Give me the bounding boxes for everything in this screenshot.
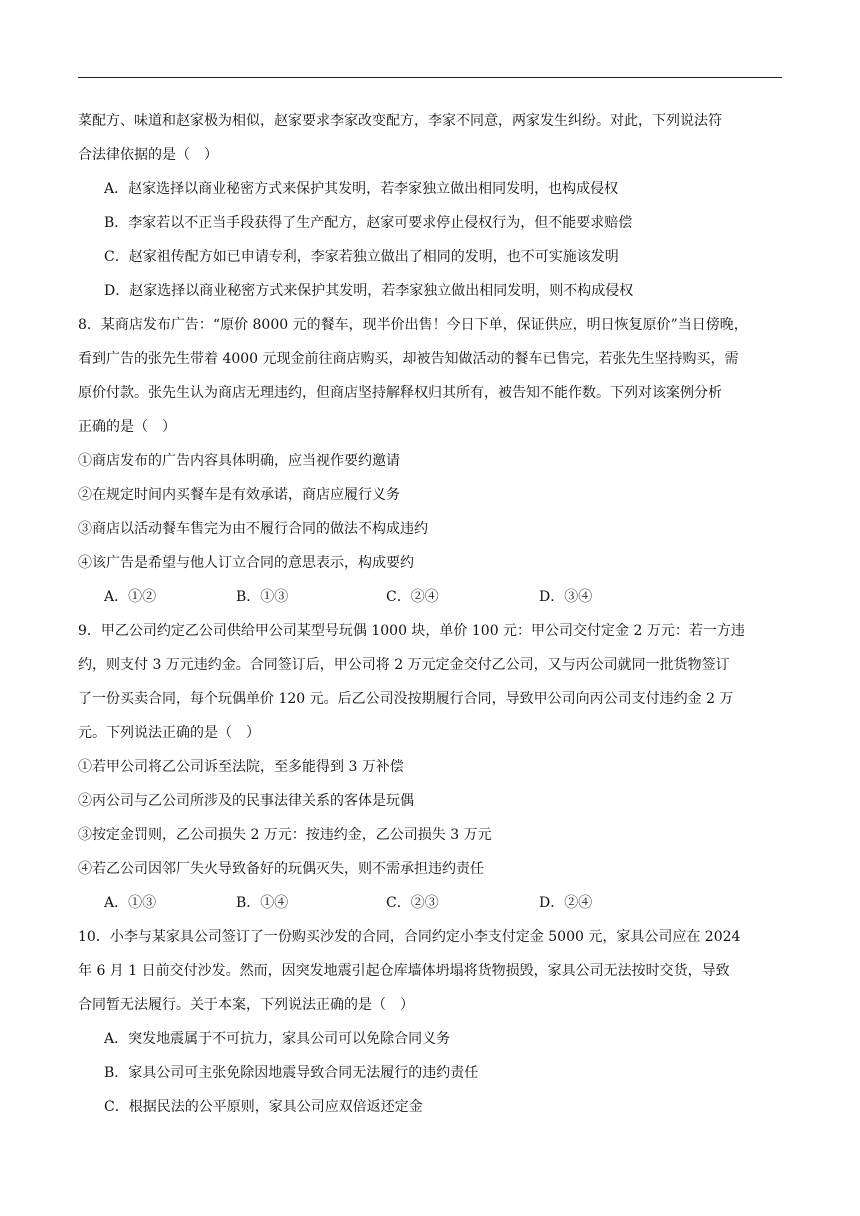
- q7-stem-line-1: 菜配方、味道和赵家极为相似，赵家要求李家改变配方，李家不同意，两家发生纠纷。对此，下列说法符: [78, 113, 722, 129]
- q8-option-c: C．②④: [386, 589, 439, 605]
- q9-option-d: D．②④: [539, 895, 593, 911]
- q9-option-b: B．①④: [236, 895, 289, 911]
- q8-stem-line-1: 8．某商店发布广告：“原价 8000 元的餐车，现半价出售！今日下单，保证供应，明日恢复原价”当日傍晚，: [78, 317, 748, 333]
- q10-option-c: C．根据民法的公平原则，家具公司应双倍返还定金: [104, 1099, 423, 1115]
- q8-statement-3: ③商店以活动餐车售完为由不履行合同的做法不构成违约: [78, 521, 428, 537]
- q8-option-d: D．③④: [539, 589, 593, 605]
- q9-statement-3: ③按定金罚则，乙公司损失 2 万元：按违约金，乙公司损失 3 万元: [78, 827, 492, 843]
- q9-stem-line-4: 元。下列说法正确的是（ ）: [78, 725, 260, 741]
- q8-stem-line-4: 正确的是（ ）: [78, 419, 176, 435]
- q8-option-a: A．①②: [104, 589, 157, 605]
- q8-statement-4: ④该广告是希望与他人订立合同的意思表示，构成要约: [78, 555, 414, 571]
- q9-stem-line-2: 约，则支付 3 万元违约金。合同签订后，甲公司将 2 万元定金交付乙公司，又与丙公司就同一批货物签订: [78, 657, 730, 673]
- q8-options: [78, 580, 784, 614]
- q9-stem-line-3: 了一份买卖合同，每个玩偶单价 120 元。后乙公司没按期履行合同，导致甲公司向丙公司支付违约金 2 万: [78, 691, 734, 707]
- q8-statement-2: ②在规定时间内买餐车是有效承诺，商店应履行义务: [78, 487, 400, 503]
- q9-options: [78, 886, 784, 920]
- q10-stem-line-1: 10．小李与某家具公司签订了一份购买沙发的合同，合同约定小李支付定金 5000 元，家具公司应在 2024: [78, 929, 741, 945]
- q7-stem-line-2: 合法律依据的是（ ）: [78, 147, 218, 163]
- q7-option-a: A．赵家选择以商业秘密方式来保护其发明，若李家独立做出相同发明，也构成侵权: [104, 181, 619, 197]
- q10-stem-line-3: 合同暂无法履行。关于本案，下列说法正确的是（ ）: [78, 997, 414, 1013]
- q8-stem-line-3: 原价付款。张先生认为商店无理违约，但商店坚持解释权归其所有，被告知不能作数。下列对该案例分析: [78, 385, 722, 401]
- q8-stem-line-2: 看到广告的张先生带着 4000 元现金前往商店购买，却被告知做活动的餐车已售完，若张先生坚持购买，需: [78, 351, 739, 367]
- q7-option-d: D．赵家选择以商业秘密方式来保护其发明，若李家独立做出相同发明，则不构成侵权: [104, 283, 634, 299]
- page-content: [78, 104, 784, 1124]
- q9-option-a: A．①③: [104, 895, 157, 911]
- q7-option-b: B．李家若以不正当手段获得了生产配方，赵家可要求停止侵权行为，但不能要求赔偿: [104, 215, 633, 231]
- q9-statement-1: ①若甲公司将乙公司诉至法院，至多能得到 3 万补偿: [78, 759, 404, 775]
- q9-statement-4: ④若乙公司因邻厂失火导致备好的玩偶灭失，则不需承担违约责任: [78, 861, 484, 877]
- q9-option-c: C．②③: [386, 895, 439, 911]
- q10-option-a: A．突发地震属于不可抗力，家具公司可以免除合同义务: [104, 1031, 451, 1047]
- q9-statement-2: ②丙公司与乙公司所涉及的民事法律关系的客体是玩偶: [78, 793, 414, 809]
- q8-option-b: B．①③: [236, 589, 289, 605]
- q9-stem-line-1: 9．甲乙公司约定乙公司供给甲公司某型号玩偶 1000 块，单价 100 元：甲公司交付定金 2 万元：若一方违: [78, 623, 745, 639]
- q10-stem-line-2: 年 6 月 1 日前交付沙发。然而，因突发地震引起仓库墙体坍塌将货物损毁，家具公司无法按时交货，导致: [78, 963, 730, 979]
- header-rule: [78, 77, 782, 78]
- q10-option-b: B．家具公司可主张免除因地震导致合同无法履行的违约责任: [104, 1065, 479, 1081]
- q7-option-c: C．赵家祖传配方如已申请专利，李家若独立做出了相同的发明，也不可实施该发明: [104, 249, 619, 265]
- q8-statement-1: ①商店发布的广告内容具体明确，应当视作要约邀请: [78, 453, 400, 469]
